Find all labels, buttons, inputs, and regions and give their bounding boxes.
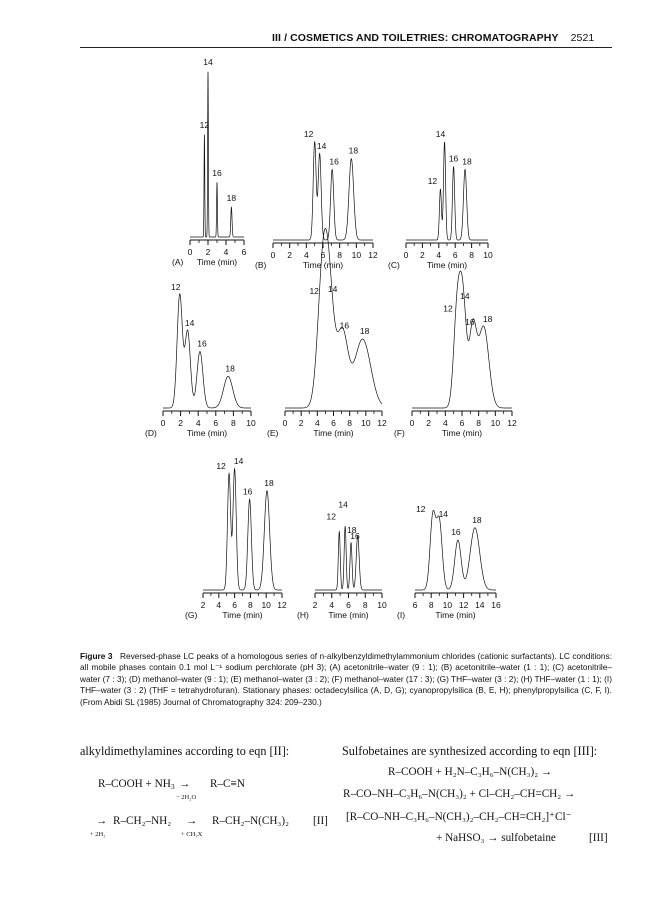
x-axis-label: Time (min) — [313, 428, 354, 438]
peak-label: 14 — [460, 291, 470, 301]
x-axis-label: Time (min) — [222, 610, 263, 620]
peak-label: 12 — [326, 511, 337, 522]
x-axis-label: Time (min) — [186, 428, 228, 438]
x-axis-label: Time (min) — [435, 610, 476, 620]
x-tick-label: 12 — [368, 250, 378, 260]
x-axis-label: Time (min) — [328, 610, 369, 620]
x-axis-label: Time (min) — [302, 260, 344, 270]
panel-label-g: (G) — [185, 610, 198, 620]
x-tick-label: 4 — [195, 418, 201, 428]
x-tick-label: 0 — [187, 247, 193, 257]
peak-label: 14 — [203, 57, 213, 67]
eq1-rhs: R–C≡N — [210, 778, 245, 790]
peak-label: 12 — [216, 460, 226, 471]
peak-label: 16 — [451, 527, 461, 538]
x-axis-label: Time (min) — [426, 260, 468, 270]
x-tick-label: 0 — [403, 250, 409, 260]
peak-label: 14 — [316, 140, 327, 151]
panel-label-e: (E) — [267, 428, 279, 438]
x-tick-label: 6 — [452, 250, 458, 260]
x-tick-label: 12 — [507, 418, 517, 428]
peak-label: 14 — [184, 318, 195, 329]
eq1-lhs: R–COOH + $NH_3$ — [98, 778, 175, 791]
eq1-arrow: → — [179, 778, 191, 790]
eq2-condition1: + 2H₂ — [90, 831, 106, 838]
x-tick-label: 0 — [160, 418, 166, 428]
peak-label: 12 — [416, 503, 426, 514]
x-tick-label: 8 — [231, 418, 236, 428]
peak-label: 16 — [350, 530, 360, 541]
caption-label: Figure 3 — [80, 651, 113, 661]
peak-label: 12 — [427, 176, 438, 187]
x-tick-label: 2 — [200, 600, 206, 610]
chromatogram-trace-i — [415, 510, 496, 590]
eq3-line1: R–COOH + H₂N–C₃H₆–N(CH₃)₂ → — [388, 766, 553, 778]
x-tick-label: 2 — [426, 418, 432, 428]
x-tick-label: 6 — [412, 600, 418, 610]
eq3-line4: + NaHSO₃ → sulfobetaine — [436, 832, 556, 844]
x-tick-label: 2 — [178, 418, 183, 428]
peak-label: 12 — [443, 303, 453, 314]
x-tick-label: 2 — [420, 250, 425, 260]
peak-label: 18 — [482, 313, 493, 324]
eq2-condition2: + CH₃X — [181, 831, 203, 838]
x-tick-label: 10 — [483, 250, 493, 260]
peak-label: 16 — [197, 338, 207, 349]
x-tick-label: 2 — [312, 600, 318, 610]
x-tick-label: 10 — [361, 418, 371, 428]
x-tick-label: 4 — [223, 247, 229, 257]
eq2-rhs: R–CH₂–N(CH₃)₂ — [212, 815, 289, 827]
x-tick-label: 4 — [303, 250, 309, 260]
panel-label-b: (B) — [255, 260, 267, 270]
x-tick-label: 12 — [458, 600, 469, 610]
peak-label: 16 — [212, 168, 222, 179]
caption-text: Reversed-phase LC peaks of a homologous series of n-alkylbenzyldimethylammonium chlorides (cationic surfactants). LC conditions: all mobile phases contain 0.1 mol L⁻¹ sodium perchlorate (pH 3); (A) acetonitrile–water (9 : 1); (B) acetonitrile–water (1 : 1); (C) acetonitrile–water (7 : 3); (D) methanol–water (9 : 1); (E) methanol–water (3 : 2); (F) methanol–water (17 : 3); (G) THF–water (3 : 2); (H) THF–water (1 : 1); (I) THF–water (3 : 2) (THF = tetrahydrofuran). Stationary phases: octadecylsilica (A, D, G); cyanopropylsilica (B, E, H); phenylpropylsilica (C, F, I). (From Abidi SL (1985) Journal of Chromatography 324: 209–230.) — [80, 651, 612, 707]
x-tick-label: 2 — [298, 418, 304, 428]
peak-label: 16 — [465, 317, 475, 327]
x-tick-label: 6 — [213, 418, 219, 428]
x-tick-label: 4 — [442, 418, 448, 428]
chromatogram-trace-h — [315, 526, 382, 590]
x-tick-label: 8 — [248, 600, 253, 610]
x-tick-label: 2 — [205, 247, 211, 257]
x-tick-label: 10 — [490, 418, 501, 428]
chromatogram-trace-d — [163, 294, 251, 408]
x-tick-label: 12 — [277, 600, 287, 610]
x-tick-label: 6 — [459, 418, 465, 428]
eq1-condition: − 2H₂O — [176, 794, 197, 801]
x-tick-label: 4 — [436, 250, 442, 260]
eq2-arrow1: → — [96, 815, 108, 827]
x-axis-label: Time (min) — [196, 257, 238, 267]
peak-label: 12 — [199, 120, 210, 131]
peak-label: 14 — [327, 284, 338, 294]
x-tick-label: 8 — [469, 250, 474, 260]
eq2-number: [II] — [313, 815, 328, 827]
right-intro: Sulfobetaines are synthesized according to eqn [III]: — [342, 744, 598, 758]
chromatogram-trace-c — [406, 142, 488, 240]
figure-caption — [80, 651, 612, 708]
x-tick-label: 0 — [409, 418, 415, 428]
eq3-number: [III] — [589, 832, 608, 844]
peak-label: 14 — [438, 508, 449, 519]
x-tick-label: 8 — [428, 600, 434, 610]
eq3-line2: R–CO–NH–C₃H₆–N(CH₃)₂ + Cl–CH₂–CH=CH₂ → — [343, 788, 576, 800]
x-tick-label: 0 — [282, 418, 288, 428]
peak-label: 18 — [225, 363, 235, 374]
peak-label: 16 — [329, 156, 339, 167]
peak-label: 18 — [348, 145, 359, 156]
peak-label: 14 — [435, 129, 446, 139]
panel-label-h: (H) — [297, 610, 309, 620]
eq2-mid: R–CH₂–NH₂ — [113, 815, 172, 827]
x-tick-label: 6 — [346, 600, 351, 610]
x-tick-label: 6 — [241, 247, 247, 257]
eq2-arrow2: → — [186, 815, 198, 827]
panel-label-c: (C) — [388, 260, 400, 270]
x-tick-label: 8 — [337, 250, 343, 260]
peak-label: 16 — [242, 486, 253, 497]
header-title: III / COSMETICS AND TOILETRIES: CHROMATOGRAPHY — [272, 32, 559, 44]
x-tick-label: 0 — [270, 250, 276, 260]
x-tick-label: 10 — [246, 418, 256, 428]
page-number: 2521 — [570, 32, 595, 44]
chromatogram-trace-b — [273, 142, 373, 240]
x-tick-label: 4 — [314, 418, 320, 428]
panel-label-a: (A) — [172, 257, 184, 267]
x-tick-label: 16 — [491, 600, 501, 610]
peak-label: 18 — [346, 525, 357, 535]
peak-label: 18 — [359, 326, 370, 337]
x-axis-label: Time (min) — [441, 428, 483, 438]
x-tick-label: 10 — [377, 600, 387, 610]
peak-label: 12 — [170, 282, 181, 292]
chromatogram-trace-a — [190, 72, 244, 237]
peak-label: 18 — [462, 156, 472, 167]
x-tick-label: 12 — [377, 418, 387, 428]
x-tick-label: 14 — [475, 600, 485, 610]
x-tick-label: 6 — [320, 250, 326, 260]
panel-label-i: (I) — [397, 610, 406, 620]
x-tick-label: 10 — [261, 600, 271, 610]
x-tick-label: 4 — [329, 600, 335, 610]
x-tick-label: 8 — [347, 418, 353, 428]
panel-label-d: (D) — [145, 428, 157, 438]
peak-label: 12 — [309, 286, 319, 297]
panel-label-f: (F) — [394, 428, 405, 438]
left-intro: alkyldimethylamines according to eqn [II]: — [80, 744, 290, 758]
peak-label: 16 — [339, 320, 350, 331]
peak-label: 14 — [233, 456, 244, 466]
peak-label: 14 — [338, 499, 348, 510]
x-tick-label: 10 — [442, 600, 453, 610]
peak-label: 12 — [303, 129, 314, 139]
peak-label: 16 — [448, 153, 459, 164]
x-tick-label: 6 — [331, 418, 336, 428]
peak-label: 18 — [264, 477, 274, 488]
x-tick-label: 2 — [287, 250, 293, 260]
x-tick-label: 4 — [216, 600, 222, 610]
peak-label: 18 — [472, 514, 482, 525]
peak-label: 18 — [226, 193, 237, 204]
x-tick-label: 6 — [232, 600, 237, 610]
x-tick-label: 8 — [476, 418, 482, 428]
x-tick-label: 8 — [362, 600, 368, 610]
eq3-line3: [R–CO–NH–C₃H₆–N(CH₃)₂–CH₂–CH=CH₂]⁺Cl⁻ — [346, 811, 572, 823]
x-tick-label: 10 — [351, 250, 362, 260]
